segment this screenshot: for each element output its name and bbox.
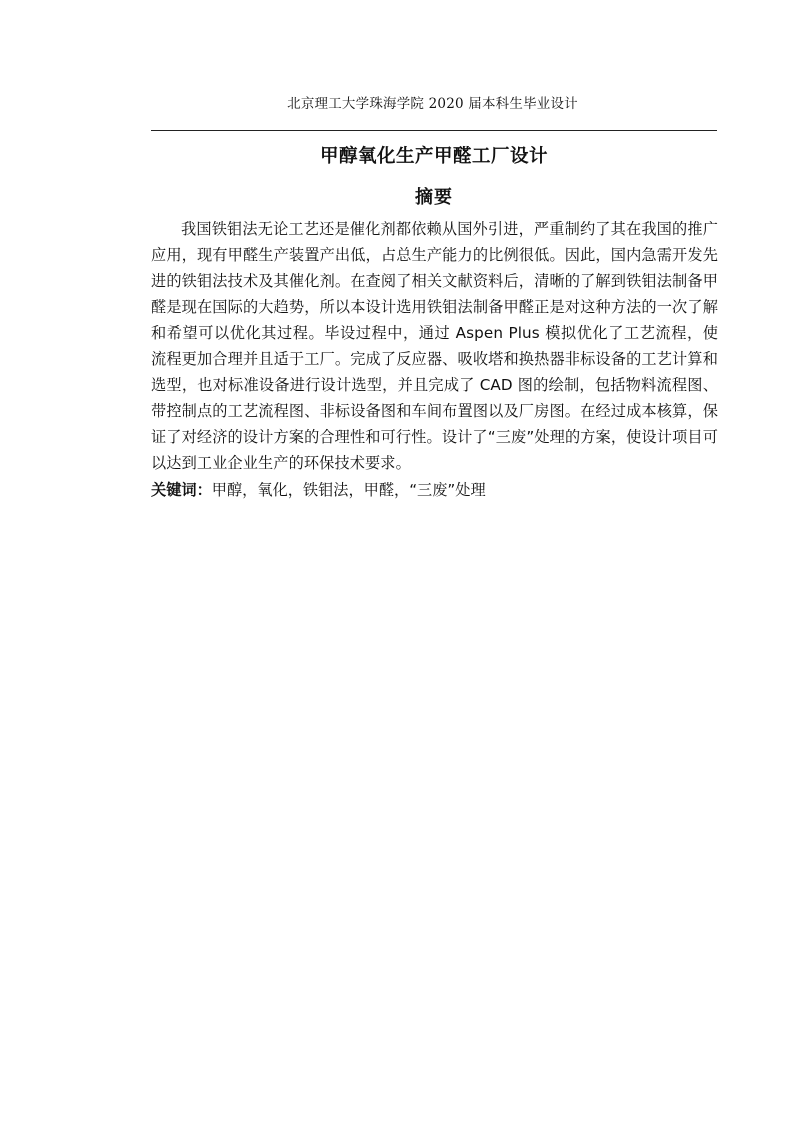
abstract-heading: 摘要: [415, 187, 453, 208]
keywords-line: [151, 477, 718, 503]
running-header: 北京理工大学珠海学院 2020 届本科生毕业设计: [287, 96, 578, 112]
document-title: 甲醇氧化生产甲醛工厂设计: [319, 146, 548, 167]
keywords-label: 关键词：: [151, 481, 212, 499]
abstract-paragraph: 我国铁钼法无论工艺还是催化剂都依赖从国外引进，严重制约了其在我国的推广应用，现有甲醛生产装置产出低，占总生产能力的比例很低。因此，国内急需开发先进的铁钼法技术及其催化剂。在查阅了相关文献资料后，清晰的了解到铁钼法制备甲醛是现在国际的大趋势，所以本设计选用铁钼法制备甲醛正是对这种方法的一次了解和希望可以优化其过程。毕设过程中，通过 Aspen Plus 模拟优化了工艺流程，使流程更加合理并且适于工厂。完成了反应器、吸收塔和换热器非标设备的工艺计算和选型，也对标准设备进行设计选型，并且完成了 CAD 图的绘制，包括物料流程图、带控制点的工艺流程图、非标设备图和车间布置图以及厂房图。在经过成本核算，保证了对经济的设计方案的合理性和可行性。设计了“三废”处理的方案，使设计项目可以达到工业企业生产的环保技术要求。: [151, 220, 718, 472]
header-divider: [151, 130, 717, 131]
keywords-value: 甲醇，氧化，铁钼法，甲醛，“三废”处理: [211, 481, 486, 499]
